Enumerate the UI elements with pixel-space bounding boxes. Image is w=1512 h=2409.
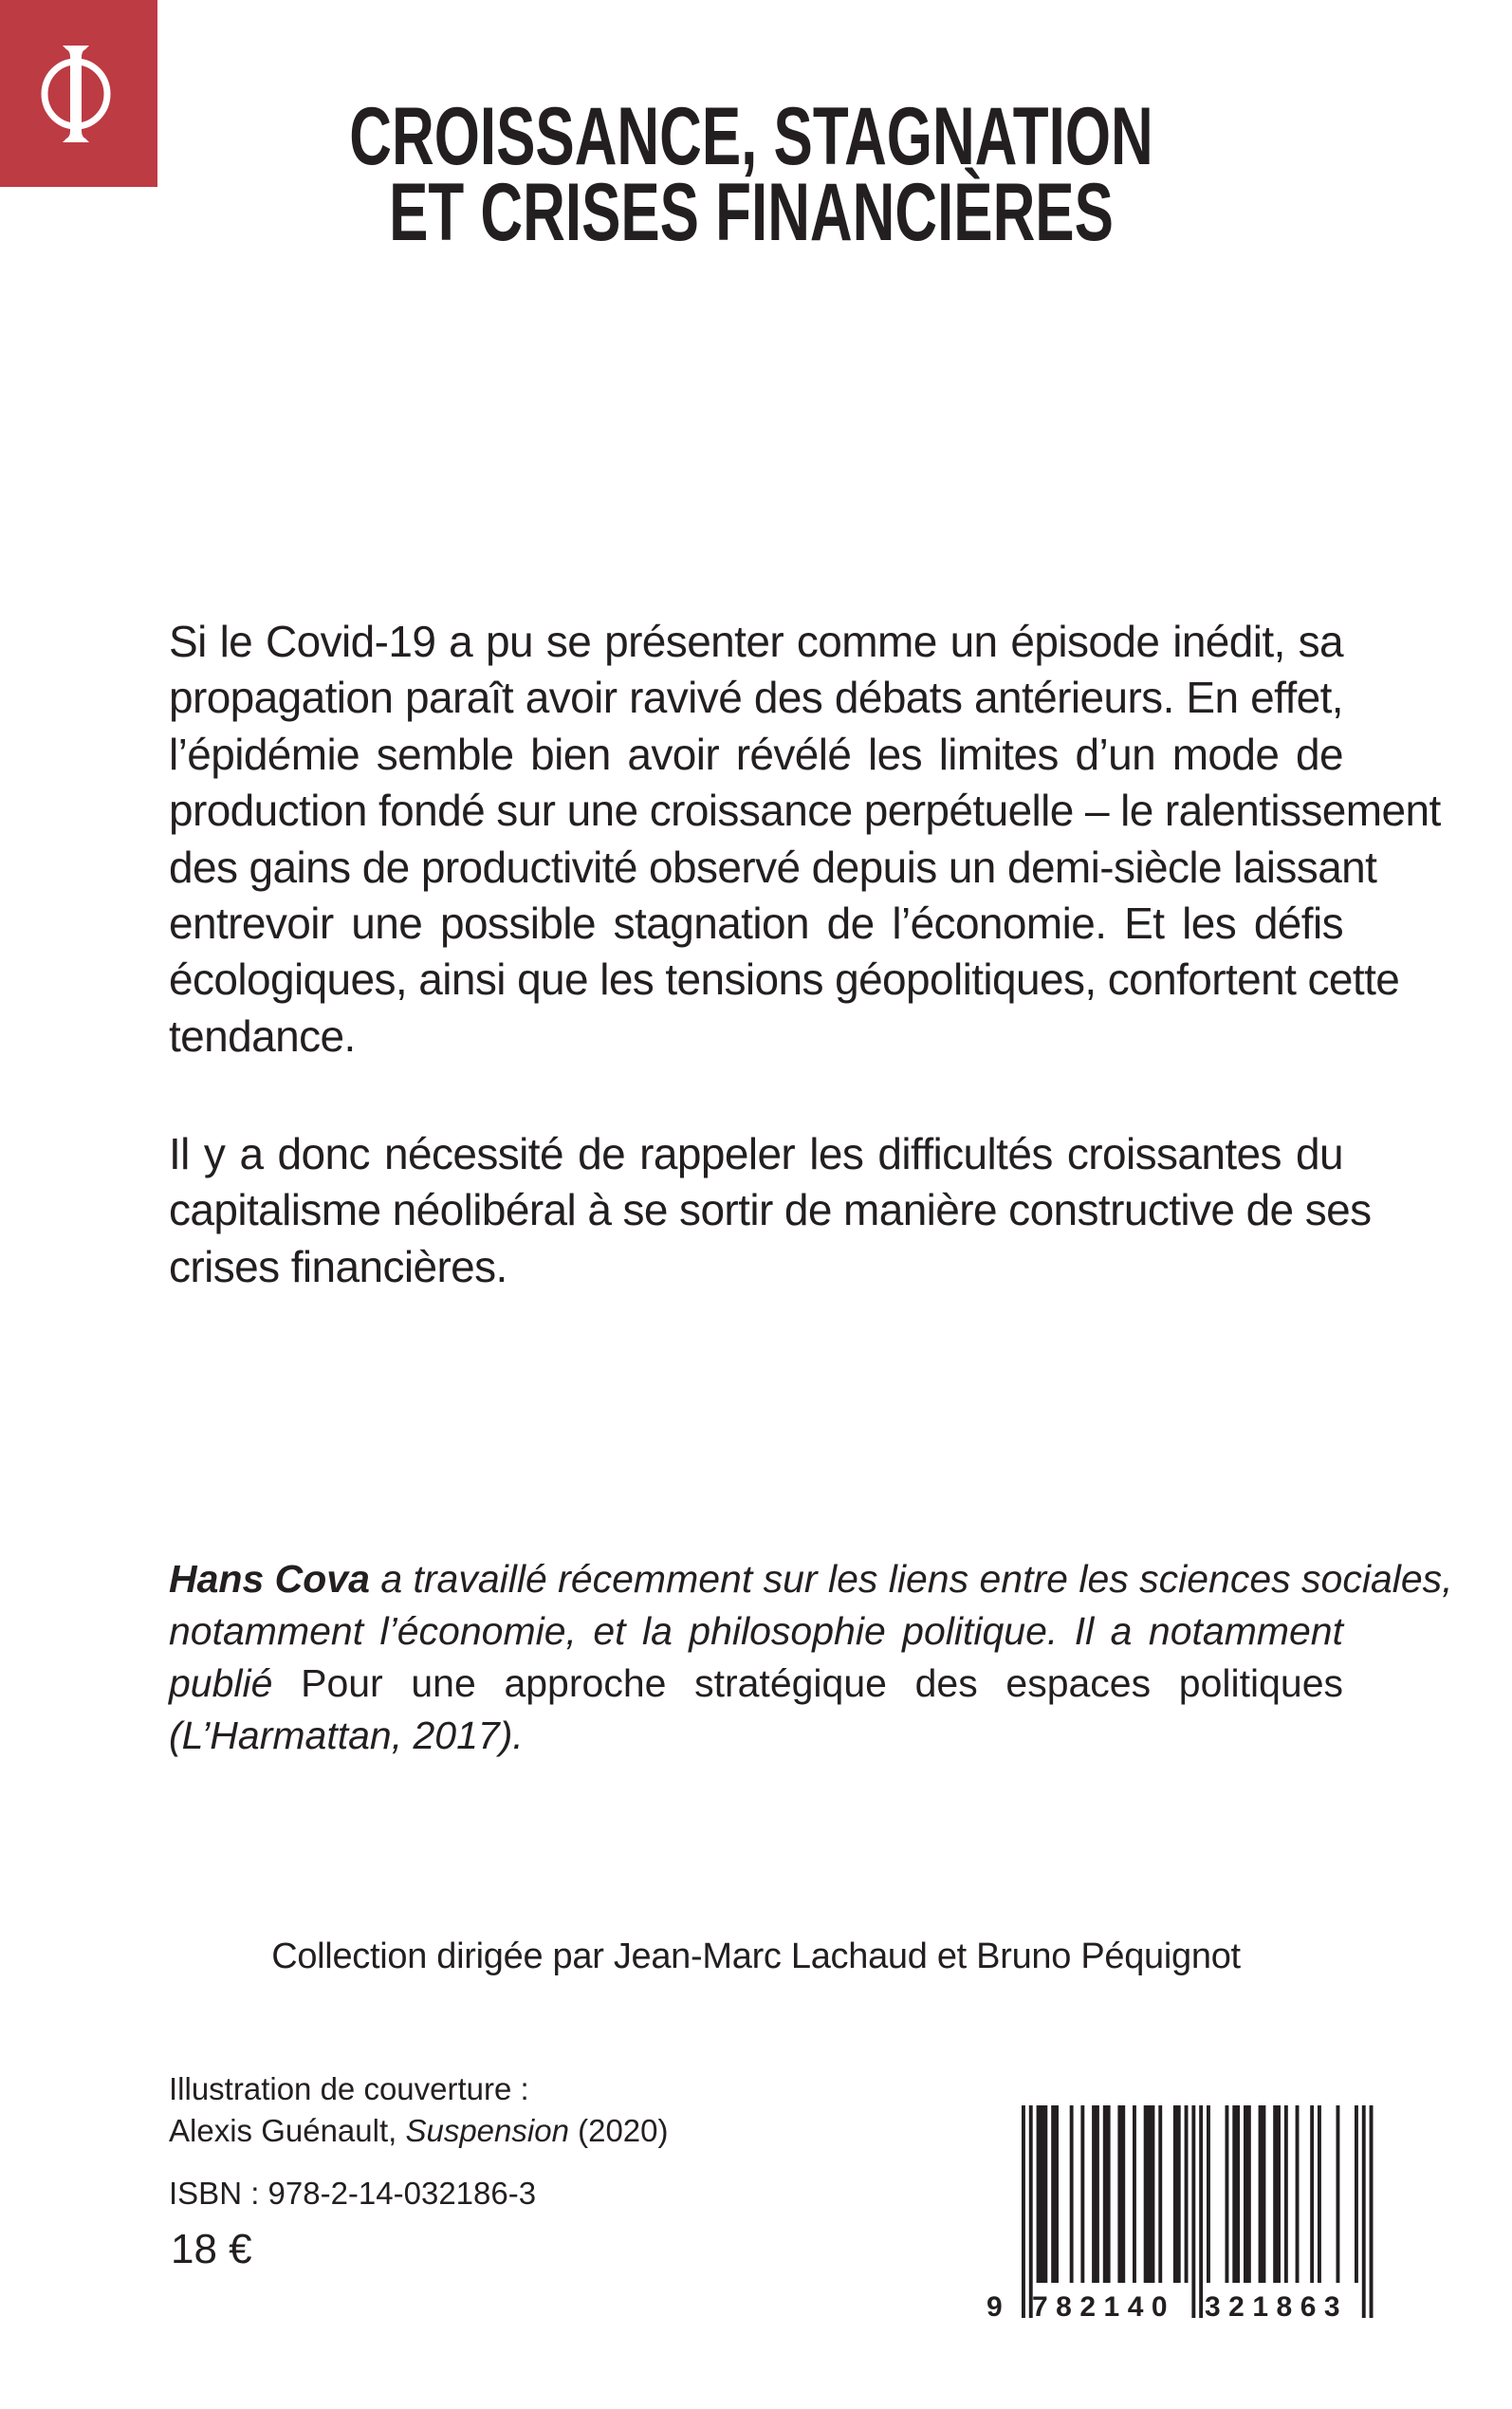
barcode-guard-bar xyxy=(1370,2105,1374,2318)
barcode-bar xyxy=(1273,2105,1281,2283)
text-line: écologiques, ainsi que les tensions géopolitiques, confortent cette xyxy=(169,954,1400,1005)
barcode-bar xyxy=(1207,2105,1210,2283)
barcode-bar xyxy=(1092,2105,1099,2283)
text-line: capitalisme néolibéral à se sortir de manière constructive de ses xyxy=(169,1185,1372,1235)
barcode-first-digit: 9 xyxy=(986,2291,1003,2323)
summary-paragraph-1 xyxy=(169,614,1441,1065)
text-line: des gains de productivité observé depuis un demi-siècle laissant xyxy=(169,842,1377,892)
text-line: crises financières. xyxy=(169,1241,507,1291)
artwork-title: Suspension xyxy=(405,2113,569,2148)
summary-paragraph-2 xyxy=(169,1126,1372,1295)
barcode-bar xyxy=(1355,2105,1358,2283)
barcode-bar xyxy=(1037,2105,1048,2283)
text-line: production fondé sur une croissance perpétuelle – le ralentissement xyxy=(169,786,1441,836)
barcode-bar xyxy=(1296,2105,1300,2283)
illustration-label: Illustration de couverture : xyxy=(169,2071,529,2106)
isbn: ISBN : 978-2-14-032186-3 xyxy=(169,2176,537,2211)
barcode-guard-bar xyxy=(1362,2105,1366,2318)
text-line: Si le Covid-19 a pu se présenter comme un épisode inédit, sa xyxy=(169,617,1343,666)
text-line: entrevoir une possible stagnation de l’économie. Et les défis xyxy=(169,899,1343,949)
barcode-bar xyxy=(1158,2105,1162,2283)
text-line: tendance. xyxy=(169,1010,356,1061)
text-line: l’épidémie semble bien avoir révélé les limites d’un mode de xyxy=(169,729,1343,779)
barcode-bar xyxy=(1080,2105,1084,2283)
book-title xyxy=(0,91,1512,258)
bio-text: publié xyxy=(169,1661,273,1705)
barcode-bar xyxy=(1144,2105,1155,2283)
bio-line xyxy=(169,1553,1453,1605)
price: 18 € xyxy=(171,2226,252,2272)
barcode-guard-bar xyxy=(1199,2105,1203,2318)
barcode-bar xyxy=(1103,2105,1111,2283)
illustration-credit xyxy=(169,2110,669,2152)
author-bio xyxy=(169,1553,1453,1762)
barcode-bar xyxy=(1173,2105,1181,2283)
barcode-guard-bar xyxy=(1029,2105,1033,2318)
barcode-bar xyxy=(1284,2105,1288,2283)
barcode-bar xyxy=(1337,2105,1340,2283)
barcode-left-digits: 782140 xyxy=(1032,2291,1176,2323)
title-line-1: CROISSANCE, STAGNATION xyxy=(349,91,1153,182)
barcode-bars xyxy=(1022,2105,1374,2318)
book-reference: Pour une approche stratégique des espaces politiques xyxy=(272,1661,1343,1705)
barcode-bar xyxy=(1244,2105,1251,2283)
barcode-bar xyxy=(1133,2105,1136,2283)
barcode-bar xyxy=(1310,2105,1314,2283)
barcode-bar xyxy=(1259,2105,1266,2283)
barcode-bar xyxy=(1051,2105,1059,2283)
barcode-guard-bar xyxy=(1191,2105,1195,2318)
bio-text: a travaillé récemment sur les liens entre les sciences sociales, xyxy=(369,1557,1453,1601)
author-name: Hans Cova xyxy=(169,1557,370,1601)
barcode-bar xyxy=(1117,2105,1125,2283)
bio-line: (L’Harmattan, 2017). xyxy=(169,1714,524,1757)
barcode-bar xyxy=(1226,2105,1229,2283)
barcode-bar xyxy=(1070,2105,1074,2283)
collection-editors: Collection dirigée par Jean-Marc Lachaud et Bruno Péquignot xyxy=(271,1936,1241,1976)
artist-name: Alexis Guénault, xyxy=(169,2113,406,2148)
text-line: propagation paraît avoir ravivé des débats antérieurs. En effet, xyxy=(169,673,1343,723)
isbn-barcode xyxy=(986,2105,1385,2324)
barcode-bar xyxy=(1232,2105,1240,2283)
barcode-guard-bar xyxy=(1022,2105,1025,2318)
barcode-right-digits: 321863 xyxy=(1205,2291,1349,2323)
cover-credits xyxy=(169,2068,669,2152)
title-line-2: ET CRISES FINANCIÈRES xyxy=(389,167,1114,258)
text-line: Il y a donc nécessité de rappeler les difficultés croissantes du xyxy=(169,1129,1343,1178)
barcode-bar xyxy=(1318,2105,1321,2283)
artwork-year: (2020) xyxy=(568,2113,669,2148)
bio-line xyxy=(169,1658,1343,1710)
bio-line: notamment l’économie, et la philosophie politique. Il a notamment xyxy=(169,1609,1343,1653)
barcode-bar xyxy=(1185,2105,1189,2283)
